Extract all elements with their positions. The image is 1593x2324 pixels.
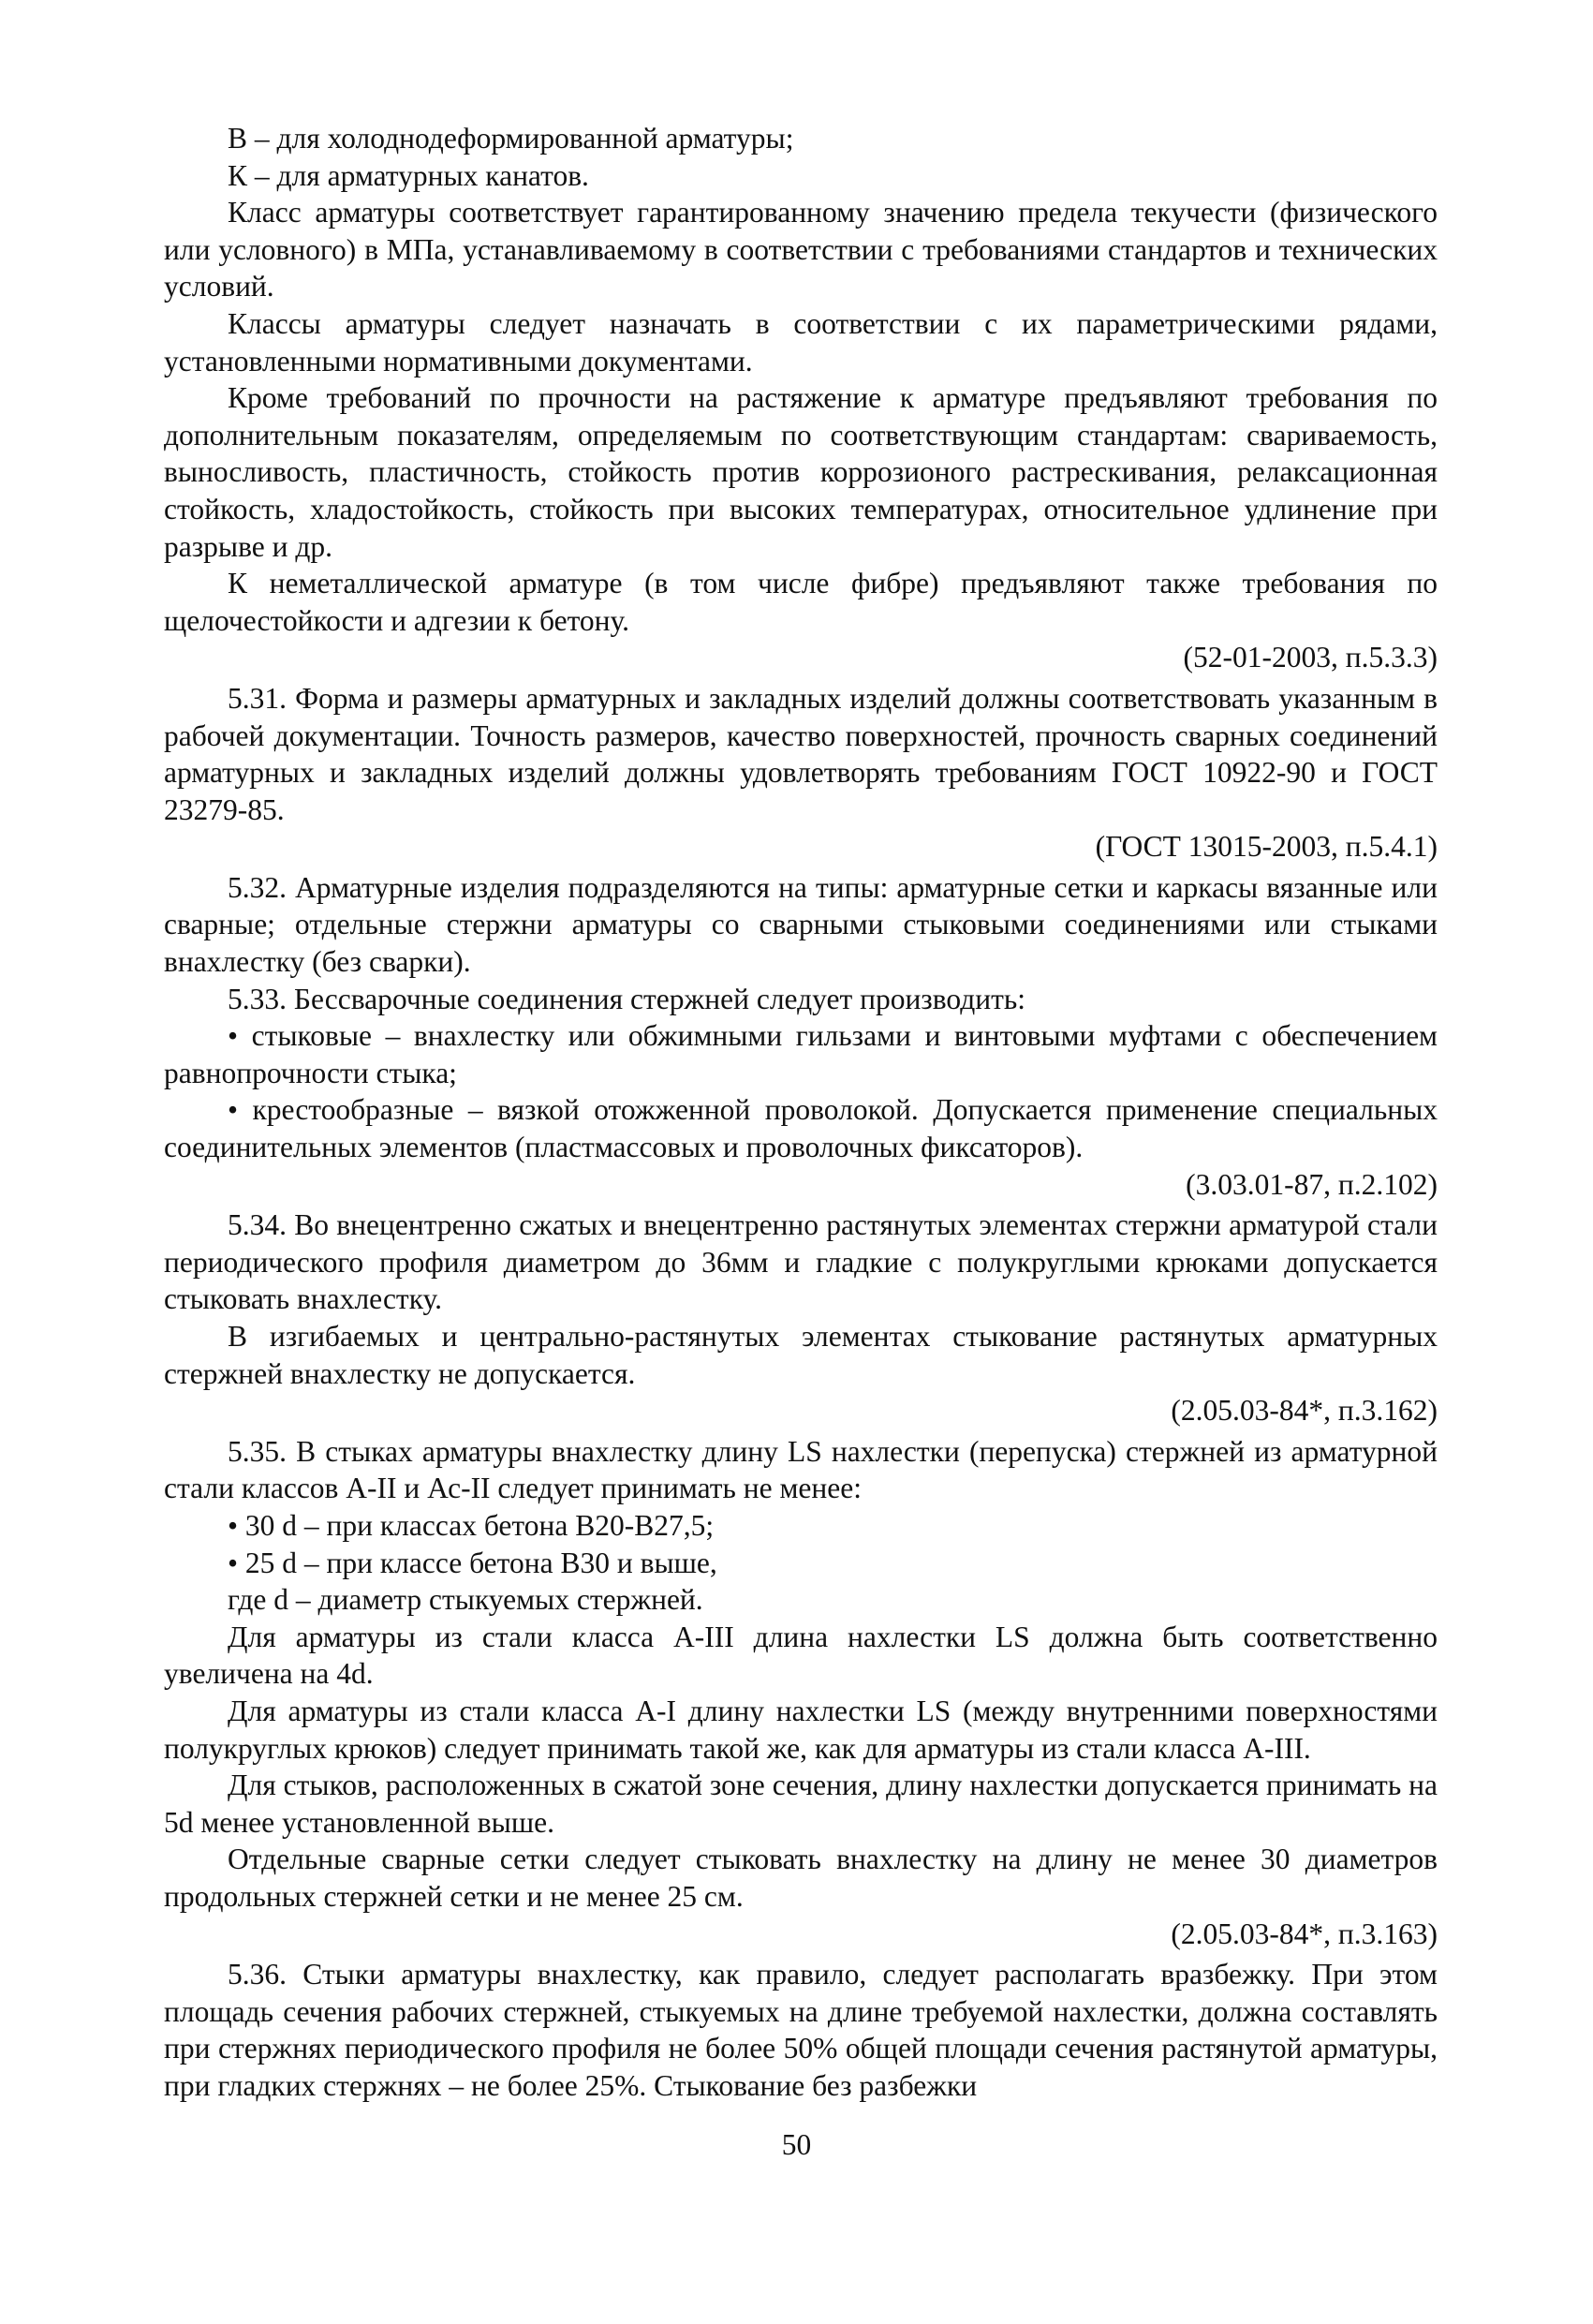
paragraph: К неметаллической арматуре (в том числе фибре) предъявляют также требования по щелочестойкости и адгезии к бетону. bbox=[164, 567, 1438, 637]
document-page bbox=[164, 120, 1438, 2104]
paragraph: Для арматуры из стали класса А-I длину нахлестки LS (между внутренними поверхностями полукруглых крюков) следует принимать такой же, как для арматуры из стали класса А-III. bbox=[164, 1694, 1438, 1765]
paragraph: Класс арматуры соответствует гарантированному значению предела текучести (физического или условного) в МПа, устанавливаемому в соответствии с требованиями стандартов и технических условий. bbox=[164, 196, 1438, 303]
source-reference: (2.05.03-84*, п.3.162) bbox=[1171, 1394, 1438, 1428]
paragraph: Для арматуры из стали класса А-III длина нахлестки LS должна быть соответственно увеличена на 4d. bbox=[164, 1620, 1438, 1691]
paragraph: В изгибаемых и центрально-растянутых элементах стыкование растянутых арматурных стержней внахлестку не допускается. bbox=[164, 1320, 1438, 1390]
paragraph: где d – диаметр стыкуемых стержней. bbox=[228, 1583, 703, 1617]
paragraph: К – для арматурных канатов. bbox=[228, 158, 589, 192]
paragraph: 5.32. Арматурные изделия подразделяются на типы: арматурные сетки и каркасы вязанные или сварные; отдельные стержни арматуры со сварными стыковыми соединениями или стыками внахлестку (без сварки). bbox=[164, 870, 1438, 979]
paragraph: • 25 d – при классе бетона В30 и выше, bbox=[228, 1546, 717, 1579]
paragraph: 5.31. Форма и размеры арматурных и закладных изделий должны соответствовать указанным в рабочей документации. Точность размеров, качество поверхностей, прочность сварных соединений арматурных и закладных изделий должны удовлетворять требованиям ГОСТ 10922-90 и ГОСТ 23279-85. bbox=[164, 681, 1438, 826]
paragraph: • стыковые – внахлестку или обжимными гильзами и винтовыми муфтами с обеспечением равнопрочности стыка; bbox=[164, 1019, 1438, 1089]
source-reference: (ГОСТ 13015-2003, п.5.4.1) bbox=[1095, 830, 1438, 864]
source-reference: (52-01-2003, п.5.3.3) bbox=[1183, 641, 1438, 674]
page-number: 50 bbox=[781, 2128, 812, 2161]
paragraph: Классы арматуры следует назначать в соответствии с их параметрическими рядами, установленными нормативными документами. bbox=[164, 306, 1438, 377]
source-reference: (3.03.01-87, п.2.102) bbox=[1186, 1167, 1438, 1201]
paragraph: Отдельные сварные сетки следует стыковать внахлестку на длину не менее 30 диаметров продольных стержней сетки и не менее 25 см. bbox=[164, 1843, 1438, 1913]
paragraph: • крестообразные – вязкой отожженной проволокой. Допускается применение специальных соединительных элементов (пластмассовых и проволочных фиксаторов). bbox=[164, 1093, 1438, 1164]
paragraph: 5.34. Во внецентренно сжатых и внецентренно растянутых элементах стержни арматурой стали периодического профиля диаметром до 36мм и гладкие с полукруглыми крюками допускается стыковать внахлестку. bbox=[164, 1208, 1438, 1316]
paragraph: Для стыков, расположенных в сжатой зоне сечения, длину нахлестки допускается принимать на 5d менее установленной выше. bbox=[164, 1769, 1438, 1839]
source-reference: (2.05.03-84*, п.3.163) bbox=[1171, 1917, 1438, 1950]
paragraph: 5.33. Бессварочные соединения стержней следует производить: bbox=[228, 982, 1026, 1015]
paragraph: В – для холоднодеформированной арматуры; bbox=[228, 122, 794, 155]
paragraph: Кроме требований по прочности на растяжение к арматуре предъявляют требования по дополнительным показателям, определяемым по соответствующим стандартам: свариваемость, выносливость, пластичность, стойкость против коррозионого растрескивания, релаксационная стойкость, хладостойкость, стойкость при высоких температурах, относительное удлинение при разрыве и др. bbox=[164, 381, 1438, 563]
paragraph: 5.36. Стыки арматуры внахлестку, как правило, следует располагать вразбежку. При этом площадь сечения рабочих стержней, стыкуемых на длине требуемой нахлестки, должна составлять при стержнях периодического профиля не более 50% общей площади сечения растянутой арматуры, при гладких стержнях – не более 25%. Стыкование без разбежки bbox=[164, 1958, 1438, 2102]
paragraph: 5.35. В стыках арматуры внахлестку длину LS нахлестки (перепуска) стержней из арматурной стали классов А-II и Ас-II следует принимать не менее: bbox=[164, 1434, 1438, 1505]
paragraph: • 30 d – при классах бетона В20-В27,5; bbox=[228, 1508, 715, 1542]
